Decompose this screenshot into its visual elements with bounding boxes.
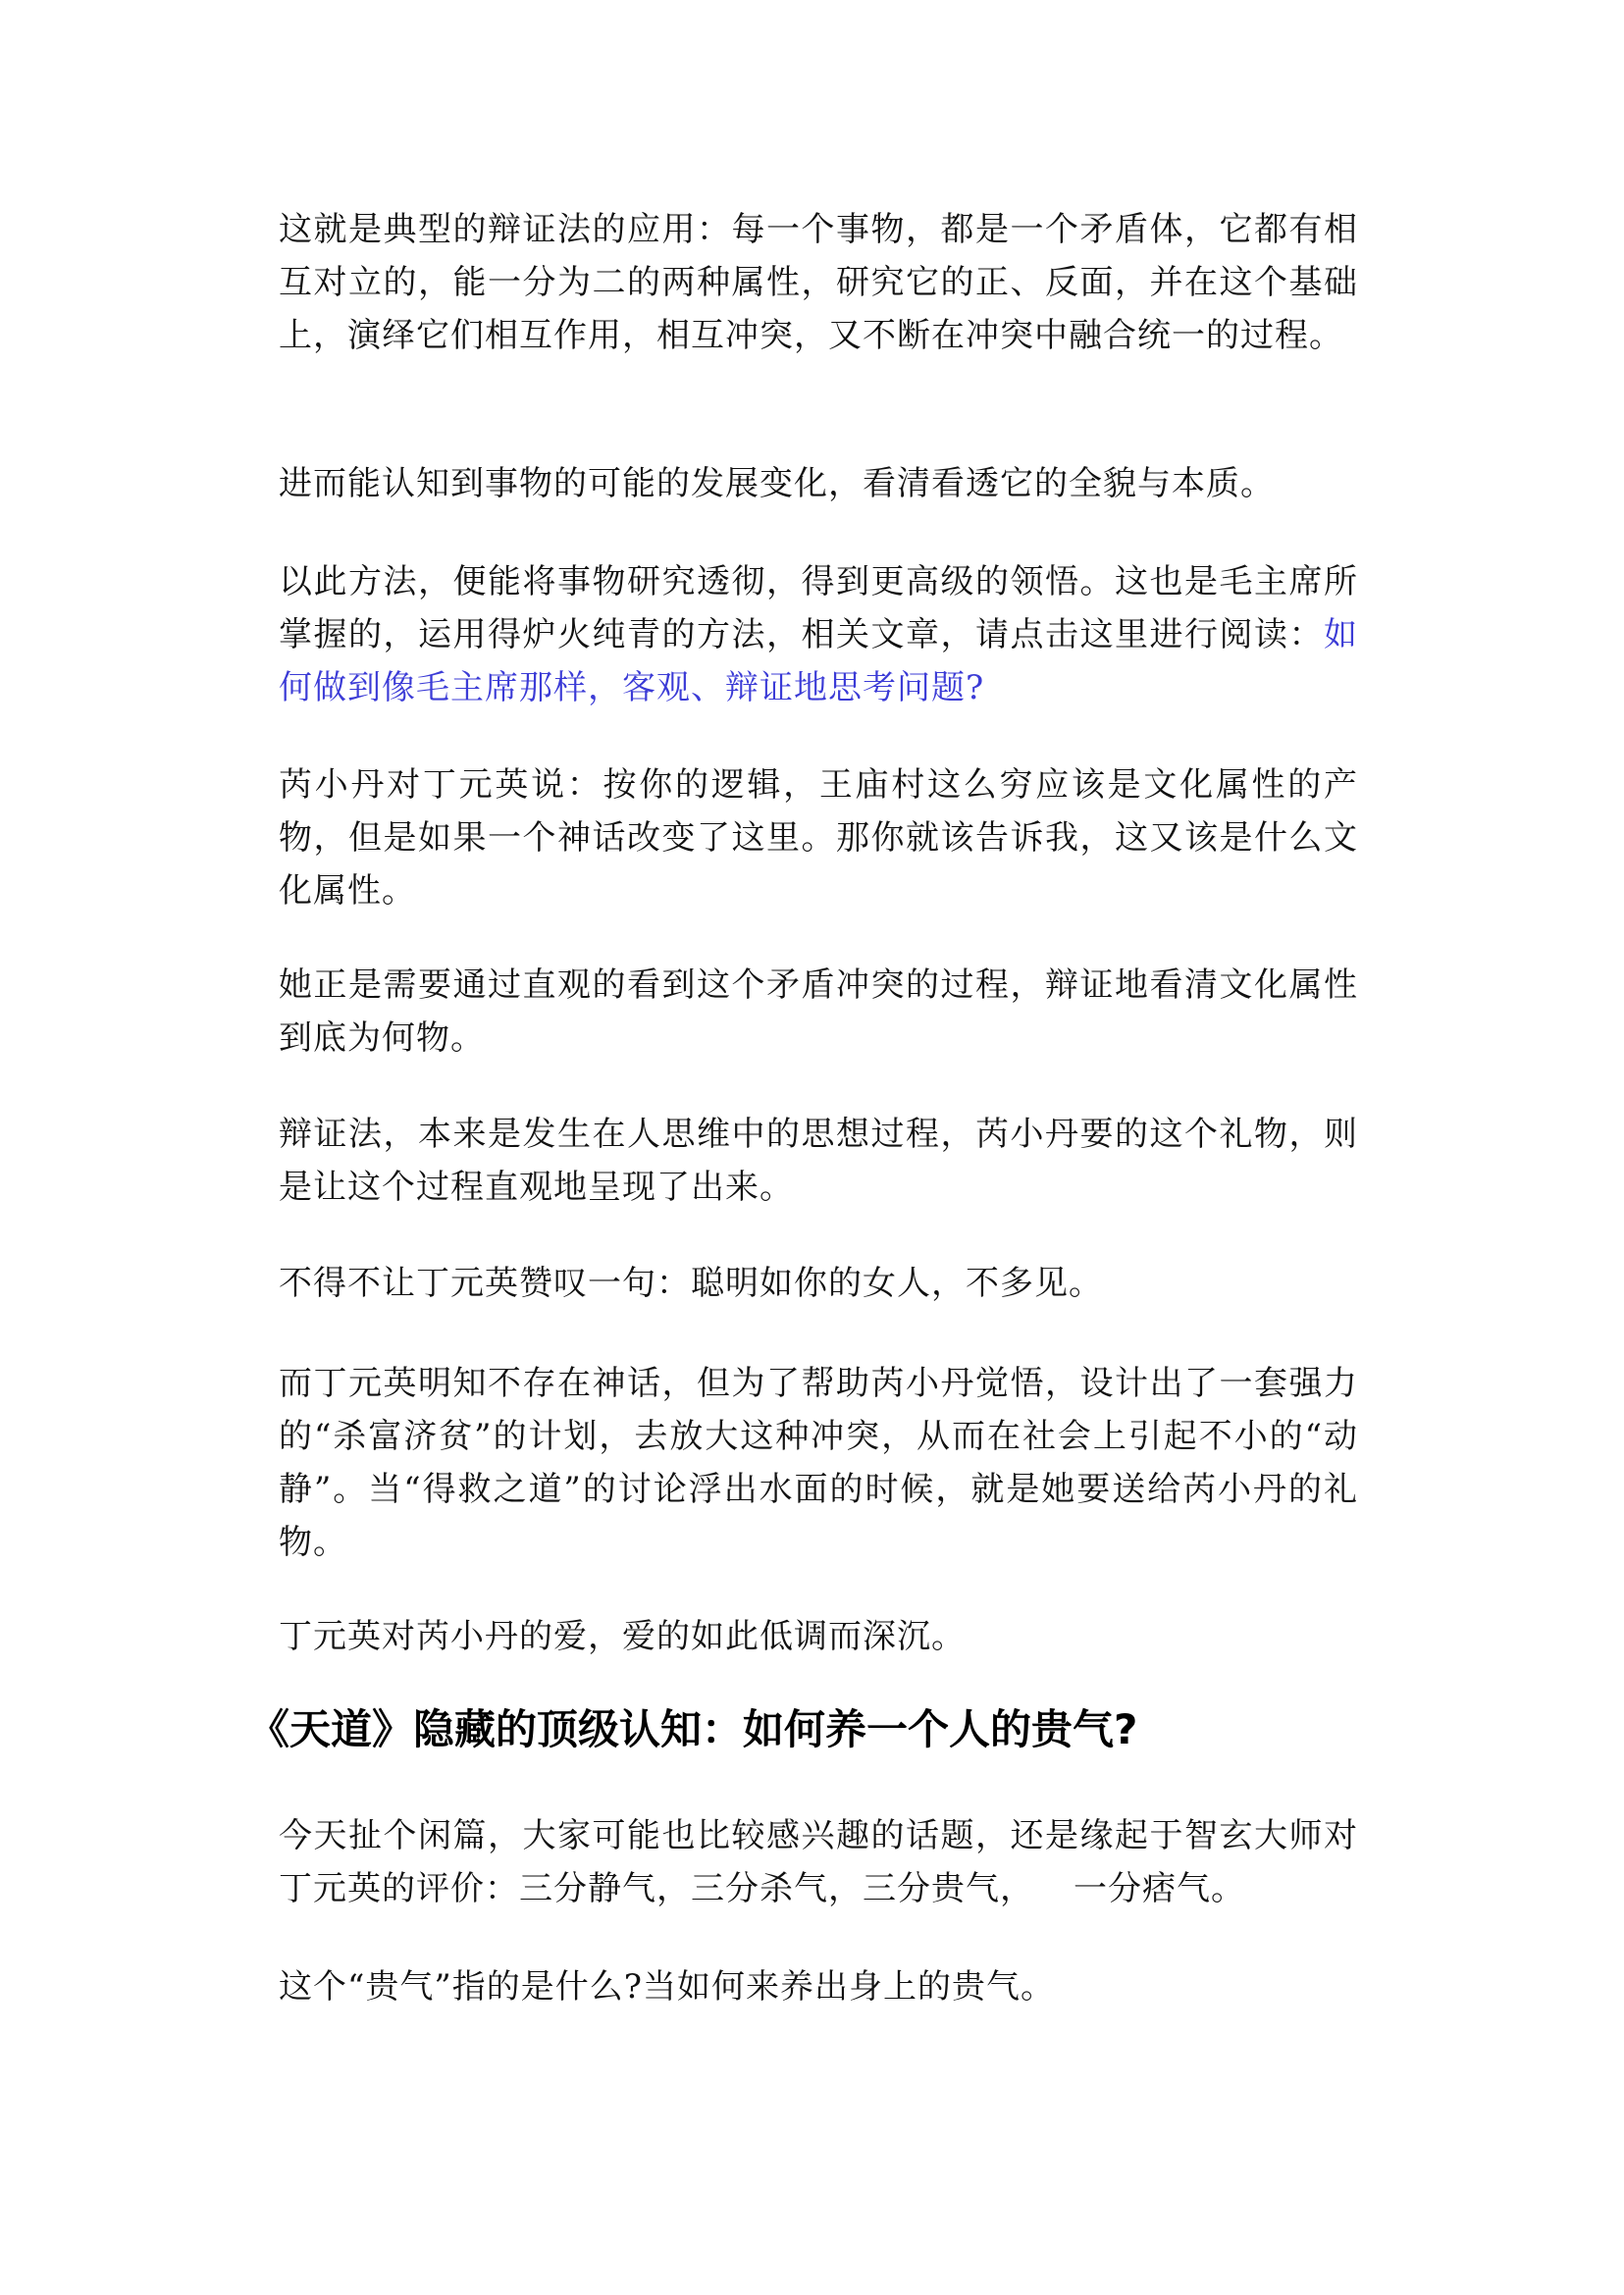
paragraph-text: 今天扯个闲篇，大家可能也比较感兴趣的话题，还是缘起于智玄大师对丁元英的评价：三分静气，三分杀气，三分贵气， <box>279 1816 1358 1908</box>
paragraph-dialectics-application <box>279 203 1358 362</box>
paragraph-text: 以此方法，便能将事物研究透彻，得到更高级的领悟。这也是毛主席所掌握的，运用得炉火纯青的方法，相关文章，请点击这里进行阅读： <box>279 562 1358 654</box>
paragraph-text-end: 一分痞气。 <box>1074 1869 1245 1908</box>
paragraph-dialogue <box>279 758 1358 917</box>
paragraph-text: 芮小丹对丁元英说：按你的逻辑，王庙村这么穷应该是文化属性的产物，但是如果一个神话改变了这里。那你就该告诉我，这又该是什么文化属性。 <box>279 765 1358 911</box>
paragraph-contradiction <box>279 959 1358 1065</box>
paragraph-intro <box>279 1809 1358 1915</box>
paragraph-praise <box>279 1257 1358 1310</box>
paragraph-question <box>279 1960 1358 2013</box>
paragraph-understanding <box>279 457 1358 510</box>
paragraph-text: 她正是需要通过直观的看到这个矛盾冲突的过程，辩证地看清文化属性到底为何物。 <box>279 965 1358 1058</box>
paragraph-text: 丁元英对芮小丹的爱，爱的如此低调而深沉。 <box>279 1617 966 1656</box>
paragraph-method <box>279 555 1358 714</box>
article-link[interactable]: 如何做到像毛主席那样，客观、辩证地思考问题? <box>279 615 1358 707</box>
paragraph-text: 辩证法，本来是发生在人思维中的思想过程，芮小丹要的这个礼物，则是让这个过程直观地呈现了出来。 <box>279 1115 1358 1207</box>
section-heading: 《天道》隐藏的顶级认知：如何养一个人的贵气? <box>248 1705 1138 1753</box>
paragraph-text: 不得不让丁元英赞叹一句：聪明如你的女人，不多见。 <box>279 1264 1103 1303</box>
paragraph-text: 而丁元英明知不存在神话，但为了帮助芮小丹觉悟，设计出了一套强力的“杀富济贫”的计划，去放大这种冲突，从而在社会上引起不小的“动静”。当“得救之道”的讨论浮出水面的时候，就是她要送给芮小丹的礼物。 <box>279 1364 1358 1562</box>
paragraph-text: 进而能认知到事物的可能的发展变化，看清看透它的全貌与本质。 <box>279 464 1275 503</box>
paragraph-plan <box>279 1357 1358 1569</box>
paragraph-text: 这个“贵气”指的是什么?当如何来养出身上的贵气。 <box>279 1967 1055 2007</box>
paragraph-thinking-process <box>279 1108 1358 1214</box>
paragraph-love <box>279 1610 1358 1663</box>
paragraph-text: 这就是典型的辩证法的应用：每一个事物，都是一个矛盾体，它都有相互对立的，能一分为二的两种属性，研究它的正、反面，并在这个基础上，演绎它们相互作用，相互冲突，又不断在冲突中融合统一的过程。 <box>279 210 1358 355</box>
